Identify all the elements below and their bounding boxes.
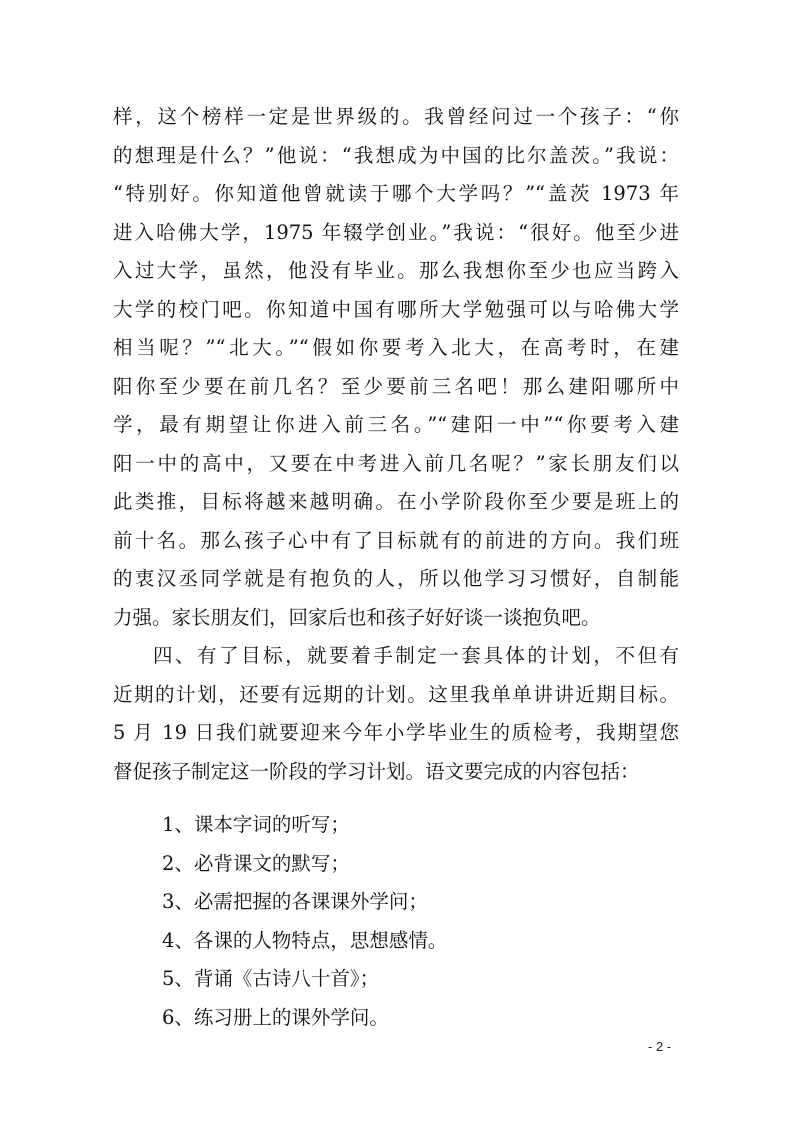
- text-line: 督促孩子制定这一阶段的学习计划。语文要完成的内容包括：: [113, 759, 640, 783]
- text-line: 进入哈佛大学，1975 年辍学创业。”我说：“很好。他至少进: [113, 220, 679, 244]
- text-line: 5 月 19 日我们就要迎来今年小学毕业生的质检考，我期望您: [113, 721, 679, 744]
- list-item: 1、课本字词的听写；: [162, 813, 350, 836]
- list-item: 2、必背课文的默写；: [162, 851, 350, 875]
- text-line: 前十名。那么孩子心中有了目标就有的前进的方向。我们班: [113, 528, 679, 552]
- list-item: 4、各课的人物特点，思想感情。: [162, 928, 448, 952]
- text-line: 阳你至少要在前几名？至少要前三名吧！那么建阳哪所中: [113, 374, 679, 398]
- text-line: 相当呢？”“北大。”“假如你要考入北大，在高考时，在建: [113, 336, 679, 359]
- text-line: 学，最有期望让你进入前三名。”“建阳一中”“你要考入建: [113, 413, 679, 436]
- text-line: 大学的校门吧。你知道中国有哪所大学勉强可以与哈佛大学: [113, 297, 679, 321]
- text-line: 的衷汉丞同学就是有抱负的人，所以他学习习惯好，自制能: [113, 567, 679, 590]
- text-line: 阳一中的高中，又要在中考进入前几名呢？”家长朋友们以: [113, 451, 679, 475]
- document-body: [113, 98, 679, 791]
- text-line: 的想理是什么？”他说：“我想成为中国的比尔盖茨。”我说：: [113, 143, 679, 167]
- list-item: 3、必需把握的各课课外学问；: [162, 890, 428, 913]
- paragraph: [113, 98, 679, 637]
- list-item: 5、背诵《古诗八十首》；: [162, 967, 380, 990]
- text-line: 力强。家长朋友们，回家后也和孩子好好谈一谈抱负吧。: [113, 605, 601, 629]
- text-line: 近期的计划，还要有远期的计划。这里我单单讲讲近期目标。: [113, 682, 679, 706]
- content-list: [162, 806, 682, 1037]
- list-item: 6、练习册上的课外学问。: [162, 1005, 389, 1029]
- paragraph: [113, 637, 679, 791]
- text-line: 入过大学，虽然，他没有毕业。那么我想你至少也应当跨入: [113, 259, 679, 282]
- text-line: 此类推，目标将越来越明确。在小学阶段你至少要是班上的: [113, 490, 679, 513]
- page-number: - 2 -: [648, 1039, 672, 1054]
- text-line: 样，这个榜样一定是世界级的。我曾经问过一个孩子：“你: [113, 105, 679, 128]
- text-line: “特别好。你知道他曾就读于哪个大学吗？”“盖茨 1973 年: [113, 182, 679, 205]
- text-line: 四、有了目标，就要着手制定一套具体的计划，不但有: [153, 644, 679, 667]
